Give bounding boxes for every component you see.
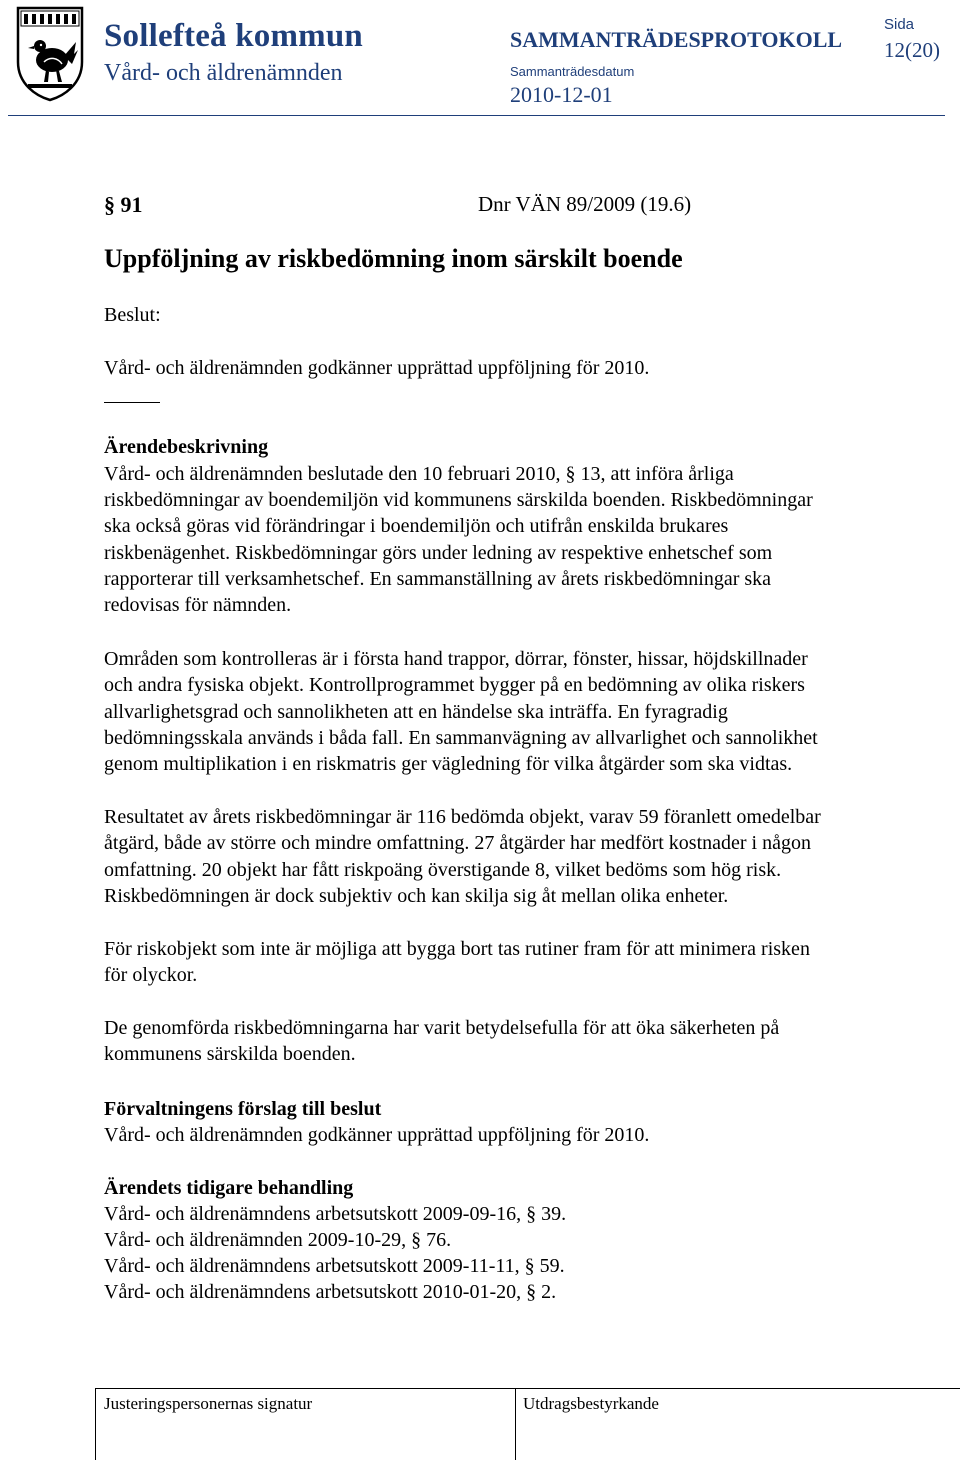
text-fragment: Vård- och äldrenämndens arbetsutskott 2009-11-11,: [104, 1255, 525, 1277]
footer-top-border: [95, 1388, 960, 1389]
text-fragment: 13, att införa årliga: [575, 463, 734, 485]
case-description-line: redovisas för nämnden.: [104, 594, 292, 616]
municipal-crest-icon: [14, 4, 86, 102]
case-description-line: ska också göras vid förändringar i boendemiljön och utifrån enskilda brukares: [104, 515, 729, 537]
decision-text: Vård- och äldrenämnden godkänner upprättad uppföljning för 2010.: [104, 357, 650, 379]
proposal-text: Vård- och äldrenämnden godkänner upprättad uppföljning för 2010.: [104, 1124, 650, 1146]
areas-paragraph-line: bedömningsskala används i båda fall. En sammanvägning av allvarlighet och sannolikhet: [104, 727, 818, 749]
page-number: 12(20): [884, 38, 940, 62]
areas-paragraph-line: genom multiplikation i en riskmatris ger vägledning för vilka åtgärder som ska vidtas.: [104, 753, 793, 775]
routines-paragraph-line: För riskobjekt som inte är möjliga att bygga bort tas rutiner fram för att minimera risken: [104, 938, 810, 960]
case-description-line: riskbedömningar av boendemiljön vid kommunens särskilda boenden. Riskbedömningar: [104, 489, 813, 511]
page-label: Sida: [884, 16, 915, 33]
meeting-date-label: Sammanträdesdatum: [510, 64, 635, 79]
case-description-line: riskbenägenhet. Riskbedömningar görs under ledning av respektive enhetschef som: [104, 542, 773, 564]
areas-paragraph-line: och andra fysiska objekt. Kontrollprogrammet bygger på en bedömning av olika riskers: [104, 674, 805, 696]
history-item: [104, 1227, 451, 1253]
section-sign-icon: §: [411, 1229, 422, 1251]
areas-paragraph-line: allvarlighetsgrad och sannolikheten att en händelse ska inträffa. En fyragradig: [104, 701, 728, 723]
routines-paragraph-line: för olyckor.: [104, 964, 198, 986]
section-sign-icon: §: [104, 192, 115, 217]
text-fragment: Vård- och äldrenämnden 2009-10-29,: [104, 1229, 412, 1251]
footer-column-divider: [515, 1388, 516, 1460]
decision-label: Beslut:: [104, 304, 161, 326]
history-item: [104, 1279, 556, 1305]
separator-rule: [104, 402, 160, 403]
certified-extract-label: Utdragsbestyrkande: [523, 1394, 659, 1413]
footer-signature-table: [95, 1388, 960, 1460]
case-description-heading: Ärendebeskrivning: [104, 436, 269, 458]
history-heading: Ärendets tidigare behandling: [104, 1177, 354, 1199]
committee-name: Vård- och äldrenämnden: [104, 60, 343, 86]
header-divider: [8, 115, 945, 116]
signature-label: Justeringspersonernas signatur: [104, 1394, 313, 1413]
section-sign-icon: §: [526, 1203, 537, 1225]
text-fragment: Vård- och äldrenämndens arbetsutskott 2010-01-20,: [104, 1281, 527, 1303]
section-sign-icon: §: [524, 1255, 535, 1277]
footer-left-border: [95, 1388, 96, 1460]
history-item: [104, 1201, 566, 1227]
case-description-line: rapporterar till verksamhetschef. En sammanställning av årets riskbedömningar ska: [104, 568, 772, 590]
case-reference: Dnr VÄN 89/2009 (19.6): [478, 192, 692, 216]
history-item: [104, 1253, 565, 1279]
municipality-name: Sollefteå kommun: [104, 18, 363, 54]
section-sign-icon: §: [526, 1281, 537, 1303]
results-paragraph-line: Resultatet av årets riskbedömningar är 116 bedömda objekt, varav 59 föranlett omedelbar: [104, 806, 821, 828]
results-paragraph-line: åtgärd, både av större och mindre omfattning. 27 åtgärder har medfört kostnader i någon: [104, 832, 811, 854]
case-description-line: [104, 461, 734, 487]
proposal-heading: Förvaltningens förslag till beslut: [104, 1098, 382, 1120]
conclusion-paragraph-line: kommunens särskilda boenden.: [104, 1043, 356, 1065]
section-sign-icon: §: [565, 463, 576, 485]
document-type: SAMMANTRÄDESPROTOKOLL: [510, 27, 843, 52]
text-fragment: Vård- och äldrenämnden beslutade den 10 februari 2010,: [104, 463, 566, 485]
text-fragment: 59.: [534, 1255, 565, 1277]
areas-paragraph-line: Områden som kontrolleras är i första hand trappor, dörrar, fönster, hissar, höjdskillnader: [104, 648, 808, 670]
section-number: [104, 192, 143, 218]
text-fragment: 2.: [536, 1281, 557, 1303]
section-number-value: 91: [120, 192, 143, 217]
text-fragment: Vård- och äldrenämndens arbetsutskott 2009-09-16,: [104, 1203, 527, 1225]
text-fragment: 76.: [421, 1229, 452, 1251]
text-fragment: 39.: [536, 1203, 567, 1225]
conclusion-paragraph-line: De genomförda riskbedömningarna har varit betydelsefulla för att öka säkerheten på: [104, 1017, 780, 1039]
section-title: Uppföljning av riskbedömning inom särskilt boende: [104, 244, 683, 273]
meeting-date: 2010-12-01: [510, 82, 613, 107]
results-paragraph-line: Riskbedömningen är dock subjektiv och kan skilja sig åt mellan olika enheter.: [104, 885, 729, 907]
results-paragraph-line: omfattning. 20 objekt har fått riskpoäng överstigande 8, vilket bedöms som hög risk.: [104, 859, 782, 881]
